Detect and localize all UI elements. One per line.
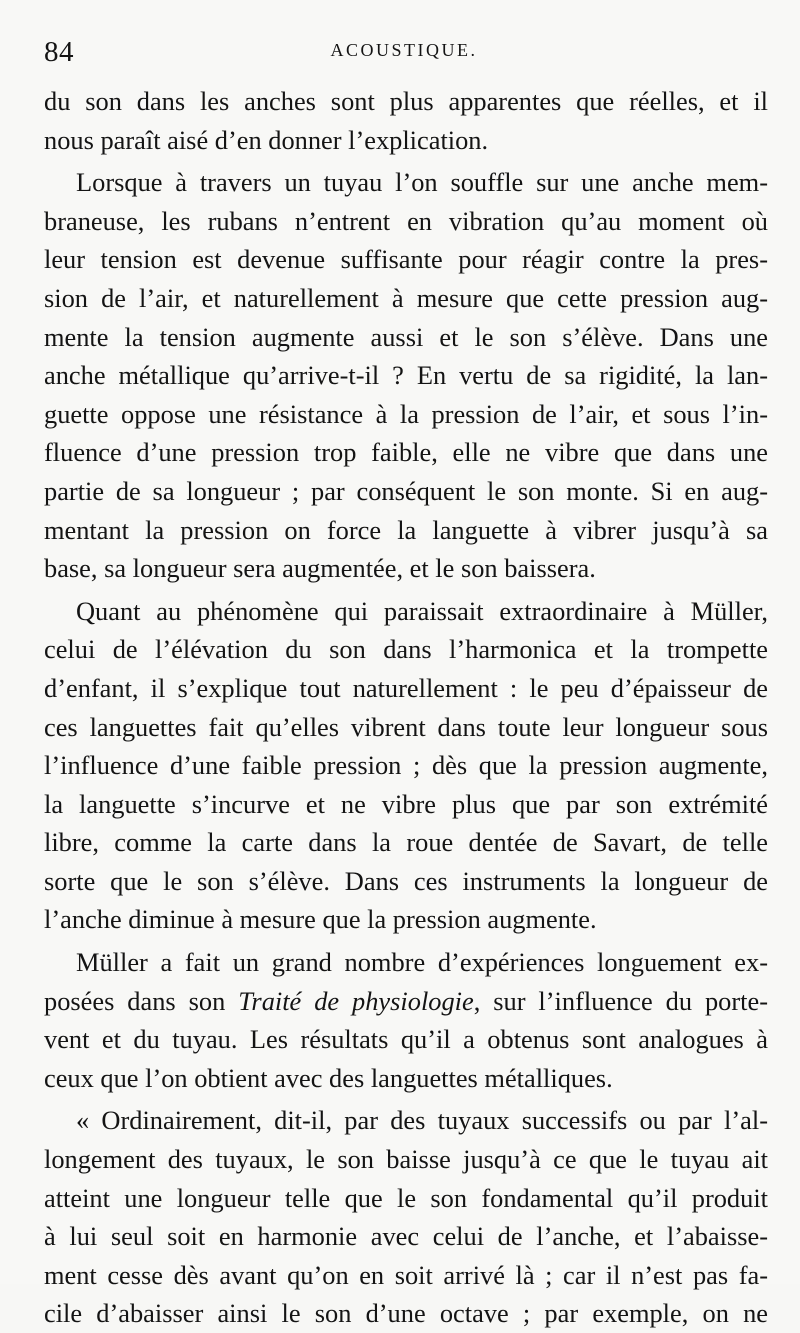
- text-line: du son dans les anches sont plus apparentes que réelles, et il: [44, 86, 768, 116]
- text-line: mentant la pression on force la languette à vibrer jusqu’à sa: [44, 514, 768, 545]
- text-line: base, sa longueur sera augmentée, et le son baissera.: [44, 553, 596, 584]
- text-line: leur tension est devenue suffisante pour réagir contre la pres-: [44, 244, 768, 275]
- text-line: mente la tension augmente aussi et le son s’élève. Dans une: [44, 321, 768, 352]
- body-text: [44, 82, 768, 1333]
- text-line: celui de l’élévation du son dans l’harmonica et la trompette: [44, 634, 768, 665]
- text-line: sion de l’air, et naturellement à mesure que cette pression aug-: [44, 282, 768, 313]
- book-title: Traité de physiologie: [238, 985, 474, 1016]
- paragraph-continuation: [44, 82, 768, 159]
- text-line: à lui seul soit en harmonie avec celui de l’anche, et l’abaisse-: [44, 1221, 768, 1252]
- text-line: la languette s’incurve et ne vibre plus que par son extrémité: [44, 788, 768, 819]
- text-line: ceux que l’on obtient avec des languettes métalliques.: [44, 1062, 613, 1093]
- text-line: nous paraît aisé d’en donner l’explication.: [44, 124, 489, 155]
- page-header: [44, 28, 764, 68]
- text-line: sorte que le son s’élève. Dans ces instruments la longueur de: [44, 865, 768, 896]
- paragraph: [44, 943, 768, 1097]
- running-title: ACOUSTIQUE.: [330, 40, 478, 60]
- page-number: 84: [44, 36, 74, 68]
- text-line: l’influence d’une faible pression ; dès que la pression augmente,: [44, 750, 768, 781]
- text-line-with-title: [44, 982, 768, 1021]
- text-line: braneuse, les rubans n’entrent en vibration qu’au moment où: [44, 205, 768, 236]
- text-line: ment cesse dès avant qu’on en soit arrivé là ; car il n’est pas fa-: [44, 1259, 768, 1290]
- text-line: l’anche diminue à mesure que la pression augmente.: [44, 904, 597, 935]
- text-segment: posées dans son: [44, 985, 239, 1016]
- text-line: libre, comme la carte dans la roue dentée de Savart, de telle: [44, 827, 768, 858]
- paragraph: [44, 163, 768, 588]
- text-line: vent et du tuyau. Les résultats qu’il a obtenus sont analogues à: [44, 1024, 768, 1055]
- text-line: cile d’abaisser ainsi le son d’une octave ; par exemple, on ne: [44, 1298, 768, 1329]
- text-line: longement des tuyaux, le son baisse jusqu’à ce que le tuyau ait: [44, 1144, 768, 1175]
- text-segment: , sur l’influence du porte-: [473, 985, 768, 1016]
- text-line: Müller a fait un grand nombre d’expériences longuement ex-: [76, 947, 768, 978]
- text-line: Lorsque à travers un tuyau l’on souffle sur une anche mem-: [76, 167, 768, 198]
- text-line: partie de sa longueur ; par conséquent le son monte. Si en aug-: [44, 475, 768, 506]
- paragraph: [44, 592, 768, 939]
- text-line: Quant au phénomène qui paraissait extraordinaire à Müller,: [76, 595, 768, 626]
- text-line: « Ordinairement, dit-il, par des tuyaux successifs ou par l’al-: [76, 1105, 768, 1136]
- text-line: atteint une longueur telle que le son fondamental qu’il produit: [44, 1182, 768, 1213]
- text-line: anche métallique qu’arrive-t-il ? En vertu de sa rigidité, la lan-: [44, 360, 768, 391]
- text-line: fluence d’une pression trop faible, elle ne vibre que dans une: [44, 437, 768, 468]
- text-line: ces languettes fait qu’elles vibrent dans toute leur longueur sous: [44, 711, 768, 742]
- paragraph-quotation: [44, 1101, 768, 1333]
- text-line: d’enfant, il s’explique tout naturellement : le peu d’épaisseur de: [44, 672, 768, 703]
- text-line: guette oppose une résistance à la pression de l’air, et sous l’in-: [44, 398, 768, 429]
